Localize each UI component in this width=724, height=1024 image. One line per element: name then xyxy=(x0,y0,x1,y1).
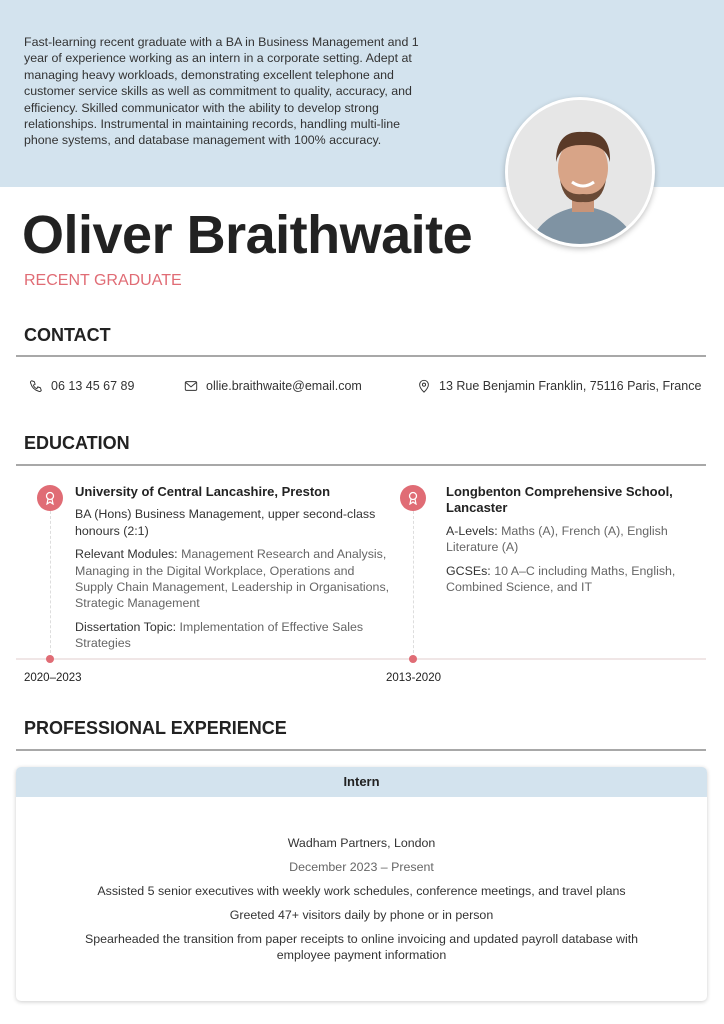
phone-text: 06 13 45 67 89 xyxy=(51,379,135,393)
summary: Fast-learning recent graduate with a BA in Business Management and 1 year of experience working as an intern in a corporate setting. Adept at managing heavy workloads, demonstrating excellent telephone and customer service skills as well as commitment to quality, accuracy, and efficiency. Skilled communicator with the ability to develop strong relationships. Instrumental in maintaining records, handling multi-line phone systems, and database management with 100% accuracy. xyxy=(24,35,419,148)
bullet: Spearheaded the transition from paper receipts to online invoicing and updated payroll database with employee payment information xyxy=(84,932,639,962)
modules-value: Management Research and Analysis, Managing in the Digital Workplace, Operations and Supply Chain Management, Leadership in Organisations, Strategic Management xyxy=(75,547,390,611)
candidate-role: RECENT GRADUATE xyxy=(24,272,182,289)
dates: December 2023 – Present xyxy=(289,860,434,874)
timeline-line xyxy=(50,511,51,658)
dissertation-label: Dissertation Topic: xyxy=(75,619,177,634)
company: Wadham Partners, London xyxy=(287,836,436,850)
bullet: Assisted 5 senior executives with weekly work schedules, conference meetings, and travel plans xyxy=(97,884,626,898)
years: 2013-2020 xyxy=(386,672,441,684)
school-name: University of Central Lancashire, Preston xyxy=(75,484,331,499)
address-text: 13 Rue Benjamin Franklin, 75116 Paris, France xyxy=(439,379,702,393)
contact-phone xyxy=(29,379,134,393)
alevels-label: A-Levels: xyxy=(446,523,498,538)
years: 2020–2023 xyxy=(24,672,82,684)
job-title: Intern xyxy=(16,767,707,797)
email-text: ollie.braithwaite@email.com xyxy=(206,379,362,393)
award-icon xyxy=(400,485,426,511)
contact-email xyxy=(184,379,362,393)
contact-heading: CONTACT xyxy=(24,325,111,345)
divider xyxy=(16,749,706,751)
degree: BA (Hons) Business Management, upper second-class honours (2:1) xyxy=(75,507,376,538)
dissertation-value: Implementation of Effective Sales Strategies xyxy=(75,619,364,651)
timeline-dot xyxy=(46,655,54,663)
timeline-dot xyxy=(409,655,417,663)
candidate-name: Oliver Braithwaite xyxy=(22,205,473,265)
gcses-label: GCSEs: xyxy=(446,563,491,578)
alevels-value: Maths (A), French (A), English Literature (A) xyxy=(446,523,668,555)
bullet: Greeted 47+ visitors daily by phone or in person xyxy=(229,908,494,922)
education-item xyxy=(446,484,686,602)
location-pin-icon xyxy=(417,379,431,393)
contact-address xyxy=(417,379,701,393)
divider xyxy=(16,355,706,357)
gcses-value: 10 A–C including Maths, English, Combined Science, and IT xyxy=(446,563,676,595)
experience-heading: PROFESSIONAL EXPERIENCE xyxy=(24,718,287,738)
phone-icon xyxy=(29,379,43,393)
school-name: Longbenton Comprehensive School, Lancaster xyxy=(446,484,673,516)
mail-icon xyxy=(184,379,198,393)
profile-photo xyxy=(505,97,655,247)
experience-card xyxy=(16,767,707,1001)
award-icon xyxy=(37,485,63,511)
modules-label: Relevant Modules: xyxy=(75,547,178,562)
timeline-line xyxy=(413,511,414,658)
divider xyxy=(16,464,706,466)
education-item xyxy=(75,484,390,659)
education-heading: EDUCATION xyxy=(24,433,130,453)
timeline-axis xyxy=(16,658,706,660)
